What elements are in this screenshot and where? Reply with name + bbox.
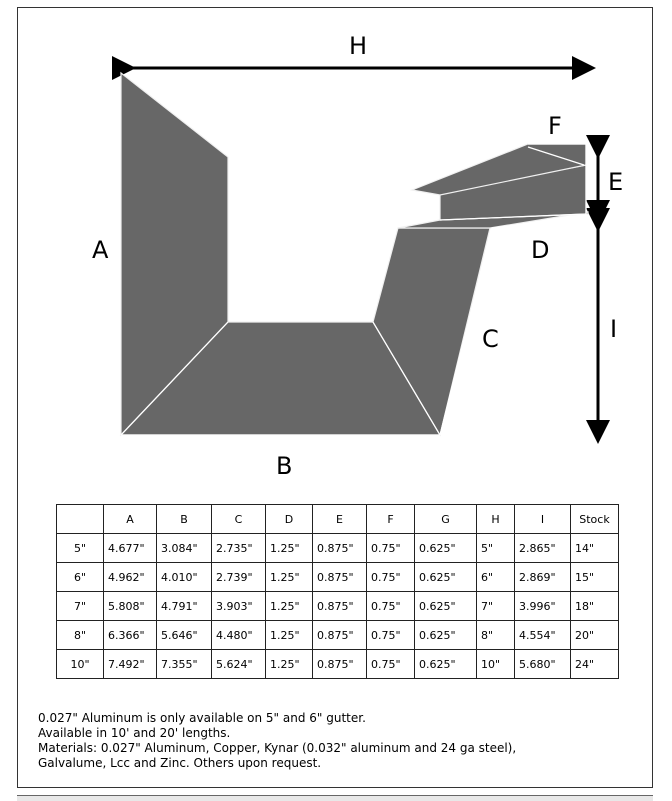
note-line: Materials: 0.027" Aluminum, Copper, Kynar (0.032" aluminum and 24 ga steel), <box>38 741 517 755</box>
table-cell: 7.355" <box>157 650 212 679</box>
label-h: H <box>349 32 368 60</box>
table-cell: 4.791" <box>157 592 212 621</box>
gutter-spec-table <box>56 504 619 679</box>
label-c: C <box>482 325 499 353</box>
table-cell: 6" <box>477 563 515 592</box>
table-header-cell: I <box>515 505 571 534</box>
table-cell: 20" <box>571 621 619 650</box>
table-cell: 0.75" <box>367 650 415 679</box>
table-header-cell <box>57 505 104 534</box>
table-cell: 1.25" <box>266 534 313 563</box>
table-cell: 0.75" <box>367 563 415 592</box>
bottom-scroll-bar <box>17 795 653 801</box>
gutter-shape <box>121 73 588 435</box>
table-cell: 5.680" <box>515 650 571 679</box>
table-cell: 0.75" <box>367 621 415 650</box>
notes-block <box>38 711 516 771</box>
table-cell: 0.875" <box>313 563 367 592</box>
table-cell: 1.25" <box>266 621 313 650</box>
note-line: Galvalume, Lcc and Zinc. Others upon request. <box>38 756 322 770</box>
table-row <box>57 534 619 563</box>
table-header-row <box>57 505 619 534</box>
row-size-cell: 8" <box>57 621 104 650</box>
table-cell: 3.996" <box>515 592 571 621</box>
table-cell: 3.903" <box>212 592 266 621</box>
table-cell: 2.869" <box>515 563 571 592</box>
label-i: I <box>610 315 618 343</box>
table-cell: 0.875" <box>313 534 367 563</box>
table-row <box>57 650 619 679</box>
table-cell: 0.625" <box>415 621 477 650</box>
table-cell: 15" <box>571 563 619 592</box>
table-header-cell: Stock <box>571 505 619 534</box>
table-header-cell: D <box>266 505 313 534</box>
label-d: D <box>531 236 550 264</box>
table-cell: 5.624" <box>212 650 266 679</box>
table-cell: 3.084" <box>157 534 212 563</box>
table-cell: 2.739" <box>212 563 266 592</box>
table-cell: 4.010" <box>157 563 212 592</box>
label-a: A <box>92 236 109 264</box>
table-row <box>57 563 619 592</box>
table-header-cell: A <box>104 505 157 534</box>
table-header-cell: H <box>477 505 515 534</box>
note-line: 0.027" Aluminum is only available on 5" and 6" gutter. <box>38 711 366 725</box>
table-cell: 14" <box>571 534 619 563</box>
table-cell: 24" <box>571 650 619 679</box>
table-cell: 0.625" <box>415 650 477 679</box>
table-header-cell: B <box>157 505 212 534</box>
table-header-cell: F <box>367 505 415 534</box>
table-cell: 4.962" <box>104 563 157 592</box>
table-cell: 2.735" <box>212 534 266 563</box>
table-cell: 5.808" <box>104 592 157 621</box>
table-cell: 0.875" <box>313 621 367 650</box>
table-header-cell: G <box>415 505 477 534</box>
table-cell: 1.25" <box>266 563 313 592</box>
table-cell: 0.625" <box>415 592 477 621</box>
table-cell: 4.677" <box>104 534 157 563</box>
table-cell: 0.75" <box>367 592 415 621</box>
table-cell: 4.554" <box>515 621 571 650</box>
row-size-cell: 6" <box>57 563 104 592</box>
table-cell: 7.492" <box>104 650 157 679</box>
table-cell: 0.875" <box>313 592 367 621</box>
table-cell: 8" <box>477 621 515 650</box>
table-cell: 4.480" <box>212 621 266 650</box>
table-cell: 0.875" <box>313 650 367 679</box>
table-row <box>57 592 619 621</box>
table-cell: 1.25" <box>266 592 313 621</box>
table-cell: 7" <box>477 592 515 621</box>
row-size-cell: 7" <box>57 592 104 621</box>
label-f: F <box>548 112 562 140</box>
note-line: Available in 10' and 20' lengths. <box>38 726 231 740</box>
table-cell: 5" <box>477 534 515 563</box>
table-header-cell: E <box>313 505 367 534</box>
table-cell: 10" <box>477 650 515 679</box>
table-cell: 5.646" <box>157 621 212 650</box>
table-cell: 0.625" <box>415 534 477 563</box>
table-cell: 6.366" <box>104 621 157 650</box>
label-e: E <box>608 168 624 196</box>
table-header-cell: C <box>212 505 266 534</box>
table-cell: 0.75" <box>367 534 415 563</box>
table-cell: 2.865" <box>515 534 571 563</box>
table-cell: 0.625" <box>415 563 477 592</box>
table-cell: 1.25" <box>266 650 313 679</box>
table-row <box>57 621 619 650</box>
table-cell: 18" <box>571 592 619 621</box>
label-b: B <box>276 452 293 480</box>
row-size-cell: 10" <box>57 650 104 679</box>
row-size-cell: 5" <box>57 534 104 563</box>
